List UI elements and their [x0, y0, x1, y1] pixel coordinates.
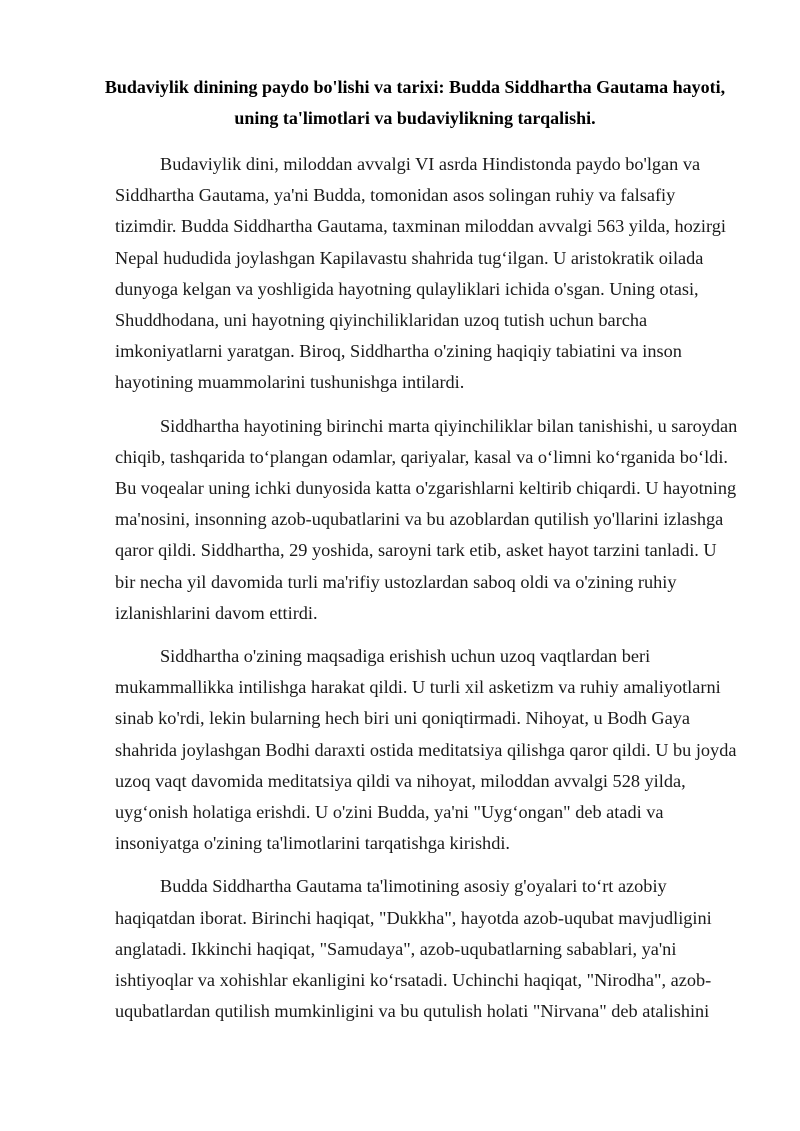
paragraph: Budda Siddhartha Gautama ta'limotining asosiy g'oyalari to‘rt azobiy haqiqatdan iborat. Birinchi haqiqat, "Dukkha", hayotda azob-uqubat mavjudligini anglatadi. Ikkinchi haqiqat, "Samudaya", azob-uqubatlarning sabablari, ya'ni ishtiyoqlar va xohishlar ekanligini ko‘rsatadi. Uchinchi haqiqat, "Nirodha", azob-uqubatlardan qutilish mumkinligini va bu qutulish holati "Nirvana" deb atalishini [115, 876, 712, 1022]
document-title: Budaviylik dinining paydo bo'lishi va tarixi: Budda Siddhartha Gautama hayoti, uning ta'limotlari va budaviylikning tarqalishi. [104, 77, 726, 128]
document-body [115, 149, 740, 1027]
paragraph: Budaviylik dini, miloddan avvalgi VI asrda Hindistonda paydo bo'lgan va Siddhartha Gautama, ya'ni Budda, tomonidan asos solingan ruhiy va falsafiy tizimdir. Budda Siddhartha Gautama, taxminan miloddan avvalgi 563 yilda, hozirgi Nepal hududida joylashgan Kapilavastu shahrida tug‘ilgan. U aristokratik oilada dunyoga kelgan va yoshligida hayotning qulayliklari ichida o'sgan. Uning otasi, Shuddhodana, uni hayotning qiyinchiliklaridan uzoq tutish uchun barcha imkoniyatlarni yaratgan. Biroq, Siddhartha o'zining haqiqiy tabiatini va inson hayotining muammolarini tushunishga intilardi. [115, 154, 726, 393]
paragraph: Siddhartha o'zining maqsadiga erishish uchun uzoq vaqtlardan beri mukammallikka intilishga harakat qildi. U turli xil asketizm va ruhiy amaliyotlarni sinab ko'rdi, lekin bularning hech biri uni qoniqtirmadi. Nihoyat, u Bodh Gaya shahrida joylashgan Bodhi daraxti ostida meditatsiya qilishga qaror qildi. U bu joyda uzoq vaqt davomida meditatsiya qildi va nihoyat, miloddan avvalgi 528 yilda, uyg‘onish holatiga erishdi. U o'zini Budda, ya'ni "Uyg‘ongan" deb atadi va insoniyatga o'zining ta'limotlarini tarqatishga kirishdi. [115, 646, 737, 854]
paragraph: Siddhartha hayotining birinchi marta qiyinchiliklar bilan tanishishi, u saroydan chiqib, tashqarida to‘plangan odamlar, qariyalar, kasal va o‘limni ko‘rganida bo‘ldi. Bu voqealar uning ichki dunyosida katta o'zgarishlarni keltirib chiqardi. U hayotning ma'nosini, insonning azob-uqubatlarini va bu azoblardan qutilish yo'llarini izlashga qaror qildi. Siddhartha, 29 yoshida, saroyni tark etib, asket hayot tarzini tanladi. U bir necha yil davomida turli ma'rifiy ustozlardan saboq oldi va o'zining ruhiy izlanishlarini davom ettirdi. [115, 415, 738, 623]
